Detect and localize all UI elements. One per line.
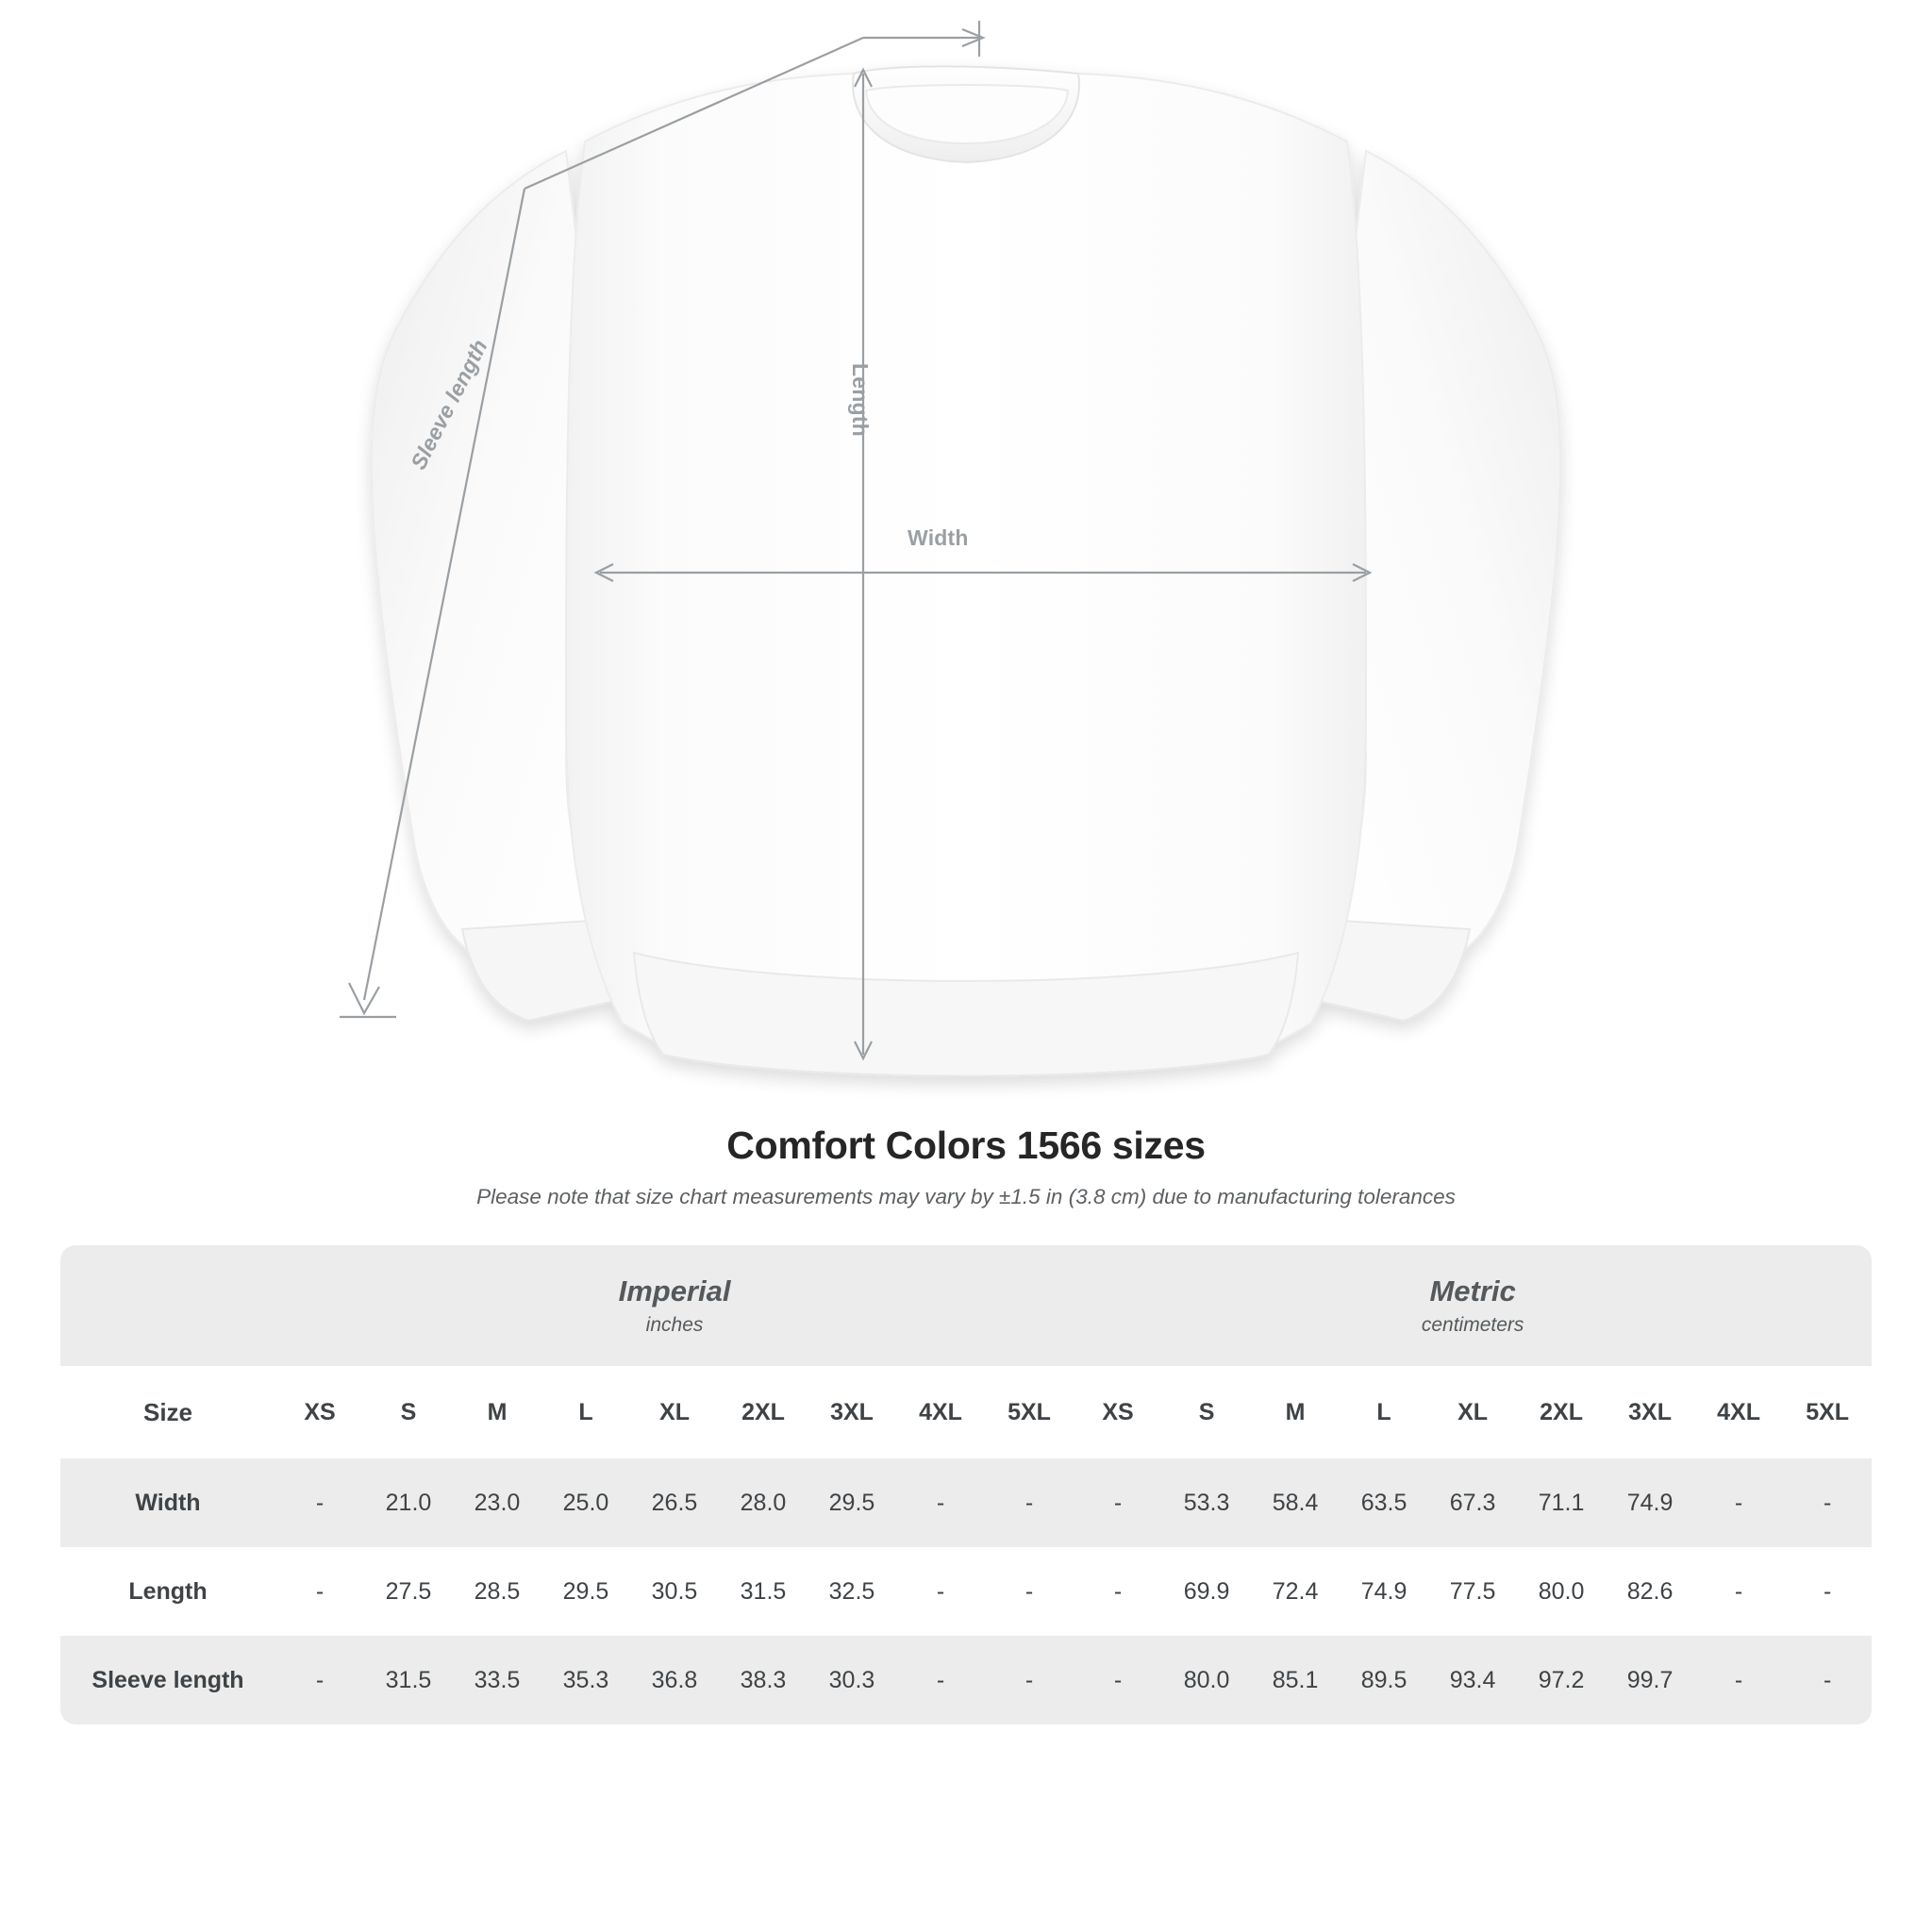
cell-sleeve-14: 97.2 xyxy=(1517,1636,1606,1724)
cell-width-7: - xyxy=(896,1458,985,1547)
cell-sleeve-1: 31.5 xyxy=(364,1636,453,1724)
col-header-2xl-imperial: 2XL xyxy=(719,1366,808,1458)
col-header-4xl-imperial: 4XL xyxy=(896,1366,985,1458)
tolerance-note: Please note that size chart measurements may vary by ±1.5 in (3.8 cm) due to manufacturing tolerances xyxy=(476,1185,1456,1208)
cell-length-17: - xyxy=(1783,1547,1872,1636)
col-header-3xl-metric: 3XL xyxy=(1606,1366,1694,1458)
cell-length-4: 30.5 xyxy=(630,1547,719,1636)
col-header-m-imperial: M xyxy=(453,1366,541,1458)
col-header-s-metric: S xyxy=(1162,1366,1251,1458)
table-row xyxy=(60,1458,1872,1547)
col-header-l-imperial: L xyxy=(541,1366,630,1458)
col-header-3xl-imperial: 3XL xyxy=(808,1366,896,1458)
cell-length-13: 77.5 xyxy=(1428,1547,1517,1636)
cell-length-0: - xyxy=(275,1547,364,1636)
metric-unit-cell xyxy=(1074,1245,1872,1366)
cell-length-3: 29.5 xyxy=(541,1547,630,1636)
col-header-xs-imperial: XS xyxy=(275,1366,364,1458)
cell-sleeve-3: 35.3 xyxy=(541,1636,630,1724)
size-table xyxy=(60,1245,1872,1724)
cell-length-8: - xyxy=(985,1547,1074,1636)
cell-sleeve-15: 99.7 xyxy=(1606,1636,1694,1724)
cell-width-16: - xyxy=(1694,1458,1783,1547)
unit-header-row xyxy=(60,1245,1872,1366)
cell-sleeve-10: 80.0 xyxy=(1162,1636,1251,1724)
cell-length-9: - xyxy=(1074,1547,1162,1636)
cell-length-2: 28.5 xyxy=(453,1547,541,1636)
cell-length-16: - xyxy=(1694,1547,1783,1636)
cell-length-11: 72.4 xyxy=(1251,1547,1340,1636)
row-label-length: Length xyxy=(60,1547,275,1636)
cell-sleeve-9: - xyxy=(1074,1636,1162,1724)
cell-width-6: 29.5 xyxy=(808,1458,896,1547)
metric-unit-sub: centimeters xyxy=(1421,1314,1524,1336)
cell-sleeve-0: - xyxy=(275,1636,364,1724)
col-header-m-metric: M xyxy=(1251,1366,1340,1458)
col-header-4xl-metric: 4XL xyxy=(1694,1366,1783,1458)
table-row xyxy=(60,1547,1872,1636)
col-header-l-metric: L xyxy=(1340,1366,1428,1458)
cell-sleeve-13: 93.4 xyxy=(1428,1636,1517,1724)
cell-width-2: 23.0 xyxy=(453,1458,541,1547)
col-header-5xl-metric: 5XL xyxy=(1783,1366,1872,1458)
cell-width-15: 74.9 xyxy=(1606,1458,1694,1547)
cell-length-12: 74.9 xyxy=(1340,1547,1428,1636)
cell-width-12: 63.5 xyxy=(1340,1458,1428,1547)
cell-sleeve-11: 85.1 xyxy=(1251,1636,1340,1724)
sleeve-length-dimension-label: Sleeve length xyxy=(406,335,492,474)
cell-width-11: 58.4 xyxy=(1251,1458,1340,1547)
imperial-unit-name: Imperial xyxy=(618,1274,731,1307)
cell-sleeve-12: 89.5 xyxy=(1340,1636,1428,1724)
table-row xyxy=(60,1636,1872,1724)
cell-sleeve-4: 36.8 xyxy=(630,1636,719,1724)
length-dimension-label: Length xyxy=(848,363,873,437)
row-label-sleeve-length: Sleeve length xyxy=(60,1636,275,1724)
cell-width-13: 67.3 xyxy=(1428,1458,1517,1547)
row-label-width: Width xyxy=(60,1458,275,1547)
col-header-s-imperial: S xyxy=(364,1366,453,1458)
cell-length-1: 27.5 xyxy=(364,1547,453,1636)
page-title: Comfort Colors 1566 sizes xyxy=(726,1124,1206,1167)
cell-length-15: 82.6 xyxy=(1606,1547,1694,1636)
cell-width-8: - xyxy=(985,1458,1074,1547)
imperial-unit-sub: inches xyxy=(645,1314,704,1336)
cell-width-5: 28.0 xyxy=(719,1458,808,1547)
imperial-unit-cell xyxy=(275,1245,1074,1366)
col-header-xl-imperial: XL xyxy=(630,1366,719,1458)
cell-sleeve-2: 33.5 xyxy=(453,1636,541,1724)
metric-unit-name: Metric xyxy=(1429,1274,1516,1307)
col-header-5xl-imperial: 5XL xyxy=(985,1366,1074,1458)
cell-sleeve-8: - xyxy=(985,1636,1074,1724)
size-header-row xyxy=(60,1366,1872,1458)
cell-width-14: 71.1 xyxy=(1517,1458,1606,1547)
unit-spacer-cell xyxy=(60,1245,275,1366)
cell-width-1: 21.0 xyxy=(364,1458,453,1547)
cell-width-10: 53.3 xyxy=(1162,1458,1251,1547)
cell-length-6: 32.5 xyxy=(808,1547,896,1636)
title-block xyxy=(0,1124,1932,1209)
cell-sleeve-7: - xyxy=(896,1636,985,1724)
cell-width-4: 26.5 xyxy=(630,1458,719,1547)
cell-width-9: - xyxy=(1074,1458,1162,1547)
cell-width-17: - xyxy=(1783,1458,1872,1547)
cell-length-10: 69.9 xyxy=(1162,1547,1251,1636)
cell-sleeve-6: 30.3 xyxy=(808,1636,896,1724)
col-header-xs-metric: XS xyxy=(1074,1366,1162,1458)
cell-length-7: - xyxy=(896,1547,985,1636)
col-header-xl-metric: XL xyxy=(1428,1366,1517,1458)
cell-length-14: 80.0 xyxy=(1517,1547,1606,1636)
cell-width-0: - xyxy=(275,1458,364,1547)
size-table-wrapper xyxy=(60,1245,1872,1724)
col-header-2xl-metric: 2XL xyxy=(1517,1366,1606,1458)
cell-width-3: 25.0 xyxy=(541,1458,630,1547)
cell-length-5: 31.5 xyxy=(719,1547,808,1636)
sweatshirt-body xyxy=(372,66,1561,1075)
cell-sleeve-5: 38.3 xyxy=(719,1636,808,1724)
size-header-label: Size xyxy=(60,1366,275,1458)
cell-sleeve-16: - xyxy=(1694,1636,1783,1724)
width-dimension-label: Width xyxy=(908,525,969,550)
cell-sleeve-17: - xyxy=(1783,1636,1872,1724)
